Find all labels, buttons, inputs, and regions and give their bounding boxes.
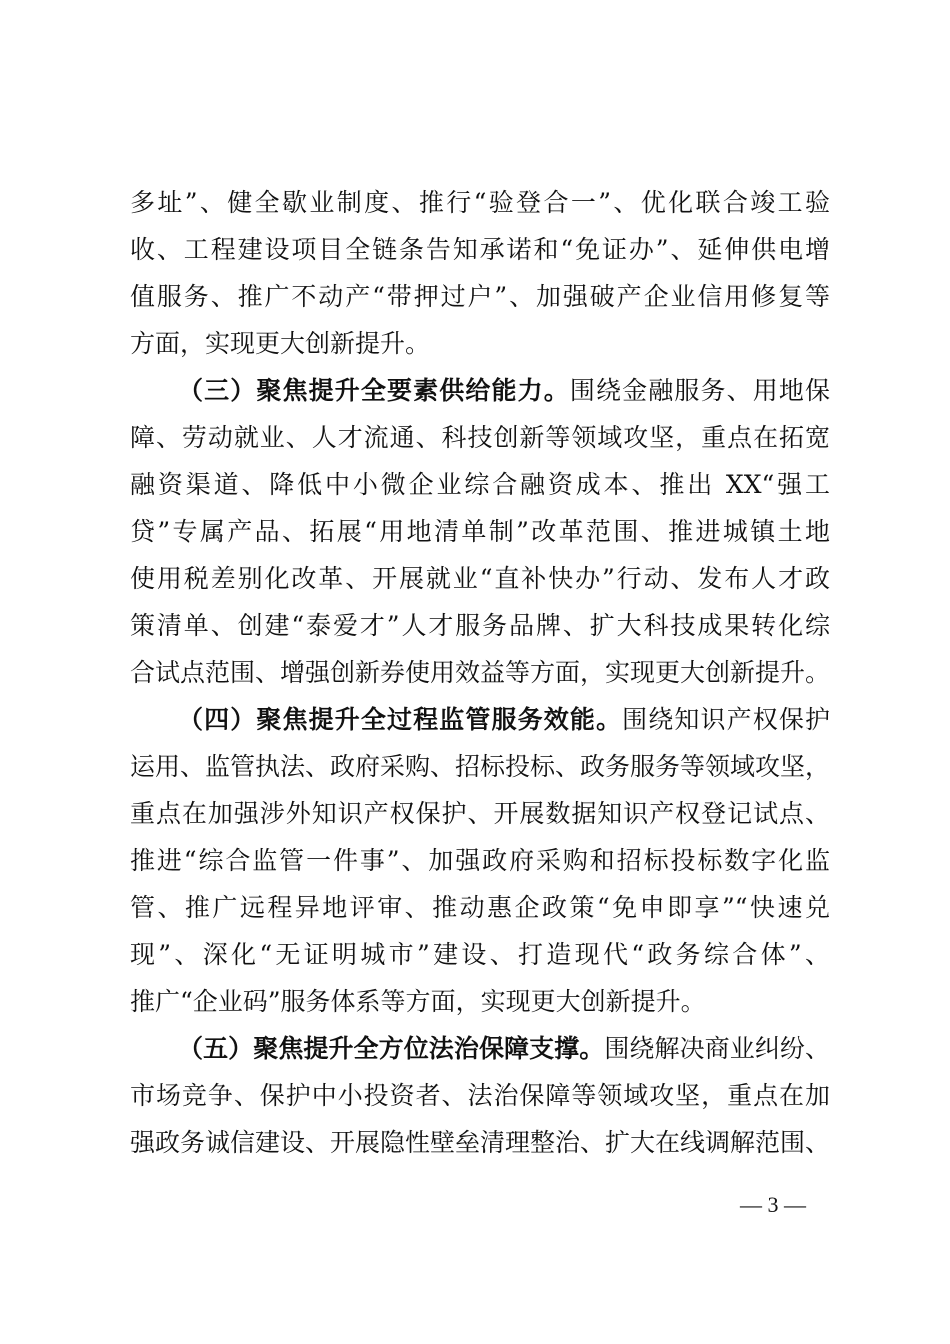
page-number: — 3 — bbox=[740, 1192, 806, 1217]
text-line: 使用税差别化改革、开展就业“直补快办”行动、发布人才政 bbox=[130, 564, 830, 593]
text-line: 推进“综合监管一件事”、加强政府采购和招标投标数字化监 bbox=[130, 846, 830, 875]
text-line: 现”、深化“无证明城市”建设、打造现代“政务综合体”、 bbox=[130, 940, 830, 969]
text-line: 市场竞争、保护中小投资者、法治保障等领域攻坚，重点在加 bbox=[130, 1081, 830, 1110]
section-four-first-line bbox=[178, 697, 830, 743]
section-heading-four: （四）聚焦提升全过程监管服务效能。 bbox=[178, 705, 623, 734]
text-run: 围绕金融服务、用地保 bbox=[569, 376, 830, 405]
text-run: 围绕解决商业纠纷、 bbox=[604, 1034, 830, 1063]
text-line: 方面，实现更大创新提升。 bbox=[130, 329, 431, 358]
text-line: 管、推广远程异地评审、推动惠企政策“免申即享”“快速兑 bbox=[130, 893, 830, 922]
text-line: 贷”专属产品、拓展“用地清单制”改革范围、推进城镇土地 bbox=[130, 517, 830, 546]
text-line: 推广“企业码”服务体系等方面，实现更大创新提升。 bbox=[130, 987, 706, 1016]
section-three-first-line bbox=[178, 368, 830, 414]
text-run: 围绕知识产权保护 bbox=[622, 705, 830, 734]
text-line: 多址”、健全歇业制度、推行“验登合一”、优化联合竣工验 bbox=[130, 188, 830, 217]
section-five-first-line bbox=[178, 1026, 830, 1072]
section-heading-three: （三）聚焦提升全要素供给能力。 bbox=[178, 376, 570, 405]
text-line: 融资渠道、降低中小微企业综合融资成本、推出 XX“强工 bbox=[130, 470, 830, 499]
text-line: 强政务诚信建设、开展隐性壁垒清理整治、扩大在线调解范围、 bbox=[130, 1128, 831, 1157]
text-line: 策清单、创建“泰爱才”人才服务品牌、扩大科技成果转化综 bbox=[130, 611, 830, 640]
text-line: 运用、监管执法、政府采购、招标投标、政务服务等领域攻坚， bbox=[130, 752, 831, 781]
text-line: 重点在加强涉外知识产权保护、开展数据知识产权登记试点、 bbox=[130, 799, 830, 828]
text-line: 值服务、推广不动产“带押过户”、加强破产企业信用修复等 bbox=[130, 282, 830, 311]
text-line: 合试点范围、增强创新券使用效益等方面，实现更大创新提升。 bbox=[130, 658, 831, 687]
section-heading-five: （五）聚焦提升全方位法治保障支撑。 bbox=[178, 1034, 605, 1063]
text-line: 收、工程建设项目全链条告知承诺和“免证办”、延伸供电增 bbox=[130, 235, 830, 264]
text-line: 障、劳动就业、人才流通、科技创新等领域攻坚，重点在拓宽 bbox=[130, 423, 830, 452]
